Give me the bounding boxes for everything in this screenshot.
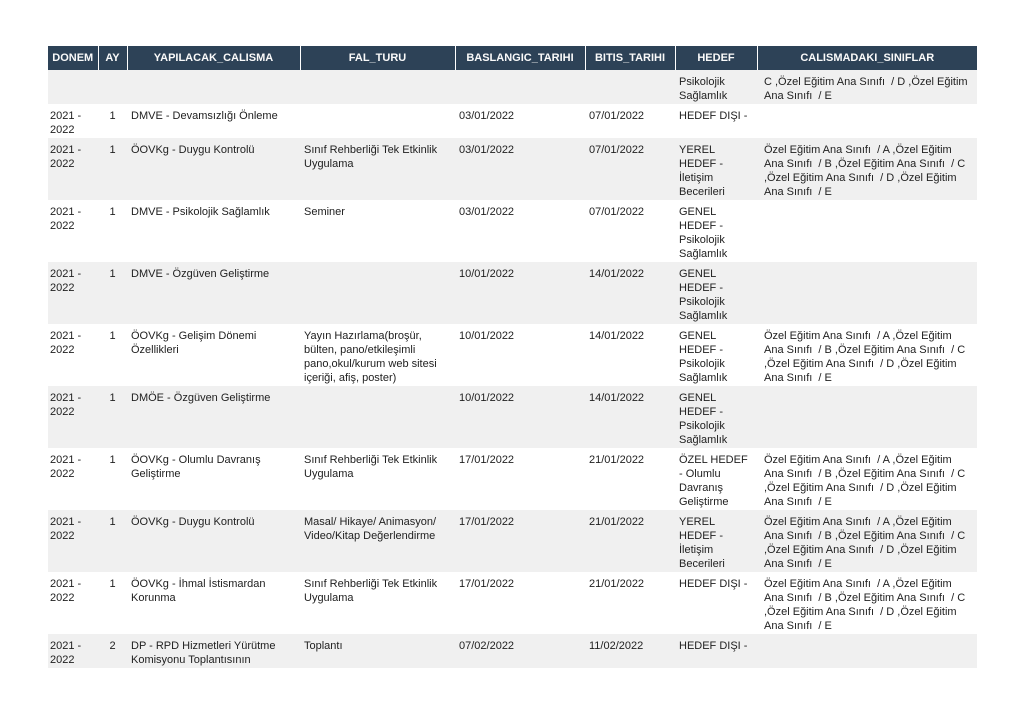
table-row (48, 138, 977, 200)
cell-hedef: YEREL HEDEF - İletişim Becerileri (679, 516, 727, 570)
cell-bitis: 14/01/2022 (589, 392, 645, 404)
cell-hedef: ÖZEL HEDEF - Olumlu Davranış Geliştirme (679, 454, 751, 508)
cell-bitis: 14/01/2022 (589, 330, 645, 342)
table-row (48, 386, 977, 448)
cell-donem: 2021 - 2022 (50, 144, 85, 170)
table-row (48, 262, 977, 324)
cell-hedef: GENEL HEDEF - Psikolojik Sağlamlık (679, 392, 728, 446)
cell-bitis: 14/01/2022 (589, 268, 645, 280)
cell-fal_turu: Sınıf Rehberliği Tek Etkinlik Uygulama (304, 144, 441, 170)
cell-siniflar: Özel Eğitim Ana Sınıfı / A ,Özel Eğitim Ana Sınıfı / B ,Özel Eğitim Ana Sınıfı / C ,Özel Eğitim Ana Sınıfı / D ,Özel Eğitim Ana Sınıfı / E (764, 454, 969, 508)
cell-siniflar: Özel Eğitim Ana Sınıfı / A ,Özel Eğitim Ana Sınıfı / B ,Özel Eğitim Ana Sınıfı / C ,Özel Eğitim Ana Sınıfı / D ,Özel Eğitim Ana Sınıfı / E (764, 516, 969, 570)
cell-siniflar (757, 104, 977, 138)
cell-hedef: GENEL HEDEF - Psikolojik Sağlamlık (679, 206, 728, 260)
cell-bitis: 21/01/2022 (589, 516, 645, 528)
table-row (48, 70, 977, 104)
cell-siniflar: Özel Eğitim Ana Sınıfı / A ,Özel Eğitim Ana Sınıfı / B ,Özel Eğitim Ana Sınıfı / C ,Özel Eğitim Ana Sınıfı / D ,Özel Eğitim Ana Sınıfı / E (764, 144, 969, 198)
cell-ay: 1 (109, 330, 116, 342)
column-header-hedef: HEDEF (675, 46, 757, 70)
table-row (48, 510, 977, 572)
cell-calisma: ÖOVKg - İhmal İstismardan Korunma (131, 578, 269, 604)
table-header-row (48, 46, 977, 70)
cell-ay: 1 (109, 578, 116, 590)
cell-donem: 2021 - 2022 (50, 206, 85, 232)
cell-ay: 2 (109, 640, 116, 652)
cell-baslangic: 10/01/2022 (459, 268, 515, 280)
cell-bitis: 07/01/2022 (589, 144, 645, 156)
cell-fal_turu: Yayın Hazırlama(broşür, bülten, pano/etkileşimli pano,okul/kurum web sitesi içeriği, afiş, poster) (304, 330, 440, 384)
cell-calisma: ÖOVKg - Olumlu Davranış Geliştirme (131, 454, 264, 480)
cell-donem: 2021 - 2022 (50, 268, 85, 294)
cell-baslangic (455, 70, 585, 104)
cell-donem (48, 70, 98, 104)
cell-bitis: 07/01/2022 (589, 110, 645, 122)
cell-calisma: DMVE - Özgüven Geliştirme (131, 268, 270, 280)
cell-ay: 1 (109, 268, 116, 280)
column-header-fal_turu: FAL_TURU (300, 46, 455, 70)
cell-baslangic: 03/01/2022 (459, 144, 515, 156)
cell-baslangic: 03/01/2022 (459, 206, 515, 218)
cell-fal_turu (300, 386, 455, 448)
cell-hedef: HEDEF DIŞI - (679, 640, 748, 652)
cell-calisma: DMÖE - Özgüven Geliştirme (131, 392, 271, 404)
table-row (48, 448, 977, 510)
cell-donem: 2021 - 2022 (50, 330, 85, 356)
cell-siniflar (757, 386, 977, 448)
cell-bitis: 21/01/2022 (589, 454, 645, 466)
cell-siniflar (757, 262, 977, 324)
cell-baslangic: 17/01/2022 (459, 578, 515, 590)
cell-ay: 1 (109, 516, 116, 528)
cell-hedef: Psikolojik Sağlamlık (679, 76, 728, 102)
cell-donem: 2021 - 2022 (50, 640, 85, 666)
cell-calisma: ÖOVKg - Duygu Kontrolü (131, 144, 255, 156)
cell-fal_turu: Masal/ Hikaye/ Animasyon/ Video/Kitap Değerlendirme (304, 516, 440, 542)
cell-hedef: GENEL HEDEF - Psikolojik Sağlamlık (679, 330, 728, 384)
cell-baslangic: 03/01/2022 (459, 110, 515, 122)
table-body (48, 70, 977, 668)
cell-fal_turu (300, 104, 455, 138)
column-header-bitis: BITIS_TARIHI (585, 46, 675, 70)
cell-donem: 2021 - 2022 (50, 110, 85, 136)
cell-ay: 1 (109, 454, 116, 466)
cell-ay: 1 (109, 144, 116, 156)
cell-bitis: 21/01/2022 (589, 578, 645, 590)
cell-hedef: HEDEF DIŞI - (679, 578, 748, 590)
column-header-siniflar: CALISMADAKI_SINIFLAR (757, 46, 977, 70)
cell-ay: 1 (109, 392, 116, 404)
cell-calisma: DMVE - Devamsızlığı Önleme (131, 110, 278, 122)
cell-bitis: 11/02/2022 (589, 640, 644, 652)
cell-ay (98, 70, 127, 104)
cell-siniflar: Özel Eğitim Ana Sınıfı / A ,Özel Eğitim Ana Sınıfı / B ,Özel Eğitim Ana Sınıfı / C ,Özel Eğitim Ana Sınıfı / D ,Özel Eğitim Ana Sınıfı / E (764, 330, 969, 384)
column-header-ay: AY (98, 46, 127, 70)
cell-fal_turu: Sınıf Rehberliği Tek Etkinlik Uygulama (304, 454, 441, 480)
cell-hedef: HEDEF DIŞI - (679, 110, 748, 122)
table-row (48, 572, 977, 634)
cell-bitis: 07/01/2022 (589, 206, 645, 218)
table-row (48, 324, 977, 386)
cell-hedef: YEREL HEDEF - İletişim Becerileri (679, 144, 727, 198)
cell-ay: 1 (109, 110, 116, 122)
cell-fal_turu (300, 262, 455, 324)
table-row (48, 200, 977, 262)
table-row (48, 634, 977, 668)
cell-donem: 2021 - 2022 (50, 392, 85, 418)
cell-donem: 2021 - 2022 (50, 578, 85, 604)
plan-table-head (48, 46, 977, 70)
cell-fal_turu: Sınıf Rehberliği Tek Etkinlik Uygulama (304, 578, 441, 604)
plan-table (48, 46, 977, 668)
cell-baslangic: 17/01/2022 (459, 454, 515, 466)
cell-baslangic: 07/02/2022 (459, 640, 515, 652)
cell-donem: 2021 - 2022 (50, 516, 85, 542)
cell-calisma: ÖOVKg - Duygu Kontrolü (131, 516, 255, 528)
cell-calisma: DP - RPD Hizmetleri Yürütme Komisyonu Toplantısının (131, 640, 279, 666)
cell-calisma: DMVE - Psikolojik Sağlamlık (131, 206, 270, 218)
cell-siniflar: Özel Eğitim Ana Sınıfı / A ,Özel Eğitim Ana Sınıfı / B ,Özel Eğitim Ana Sınıfı / C ,Özel Eğitim Ana Sınıfı / D ,Özel Eğitim Ana Sınıfı / E (764, 578, 969, 632)
cell-ay: 1 (109, 206, 116, 218)
cell-calisma (127, 70, 300, 104)
column-header-calisma: YAPILACAK_CALISMA (127, 46, 300, 70)
cell-fal_turu: Seminer (304, 206, 345, 218)
cell-bitis (585, 70, 675, 104)
cell-fal_turu (300, 70, 455, 104)
cell-calisma: ÖOVKg - Gelişim Dönemi Özellikleri (131, 330, 260, 356)
cell-baslangic: 10/01/2022 (459, 392, 515, 404)
cell-fal_turu: Toplantı (304, 640, 343, 652)
cell-donem: 2021 - 2022 (50, 454, 85, 480)
table-row (48, 104, 977, 138)
cell-siniflar: C ,Özel Eğitim Ana Sınıfı / D ,Özel Eğitim Ana Sınıfı / E (764, 76, 971, 102)
cell-siniflar (757, 200, 977, 262)
cell-baslangic: 17/01/2022 (459, 516, 515, 528)
cell-siniflar (757, 634, 977, 668)
column-header-baslangic: BASLANGIC_TARIHI (455, 46, 585, 70)
cell-hedef: GENEL HEDEF - Psikolojik Sağlamlık (679, 268, 728, 322)
cell-baslangic: 10/01/2022 (459, 330, 515, 342)
column-header-donem: DONEM (48, 46, 98, 70)
